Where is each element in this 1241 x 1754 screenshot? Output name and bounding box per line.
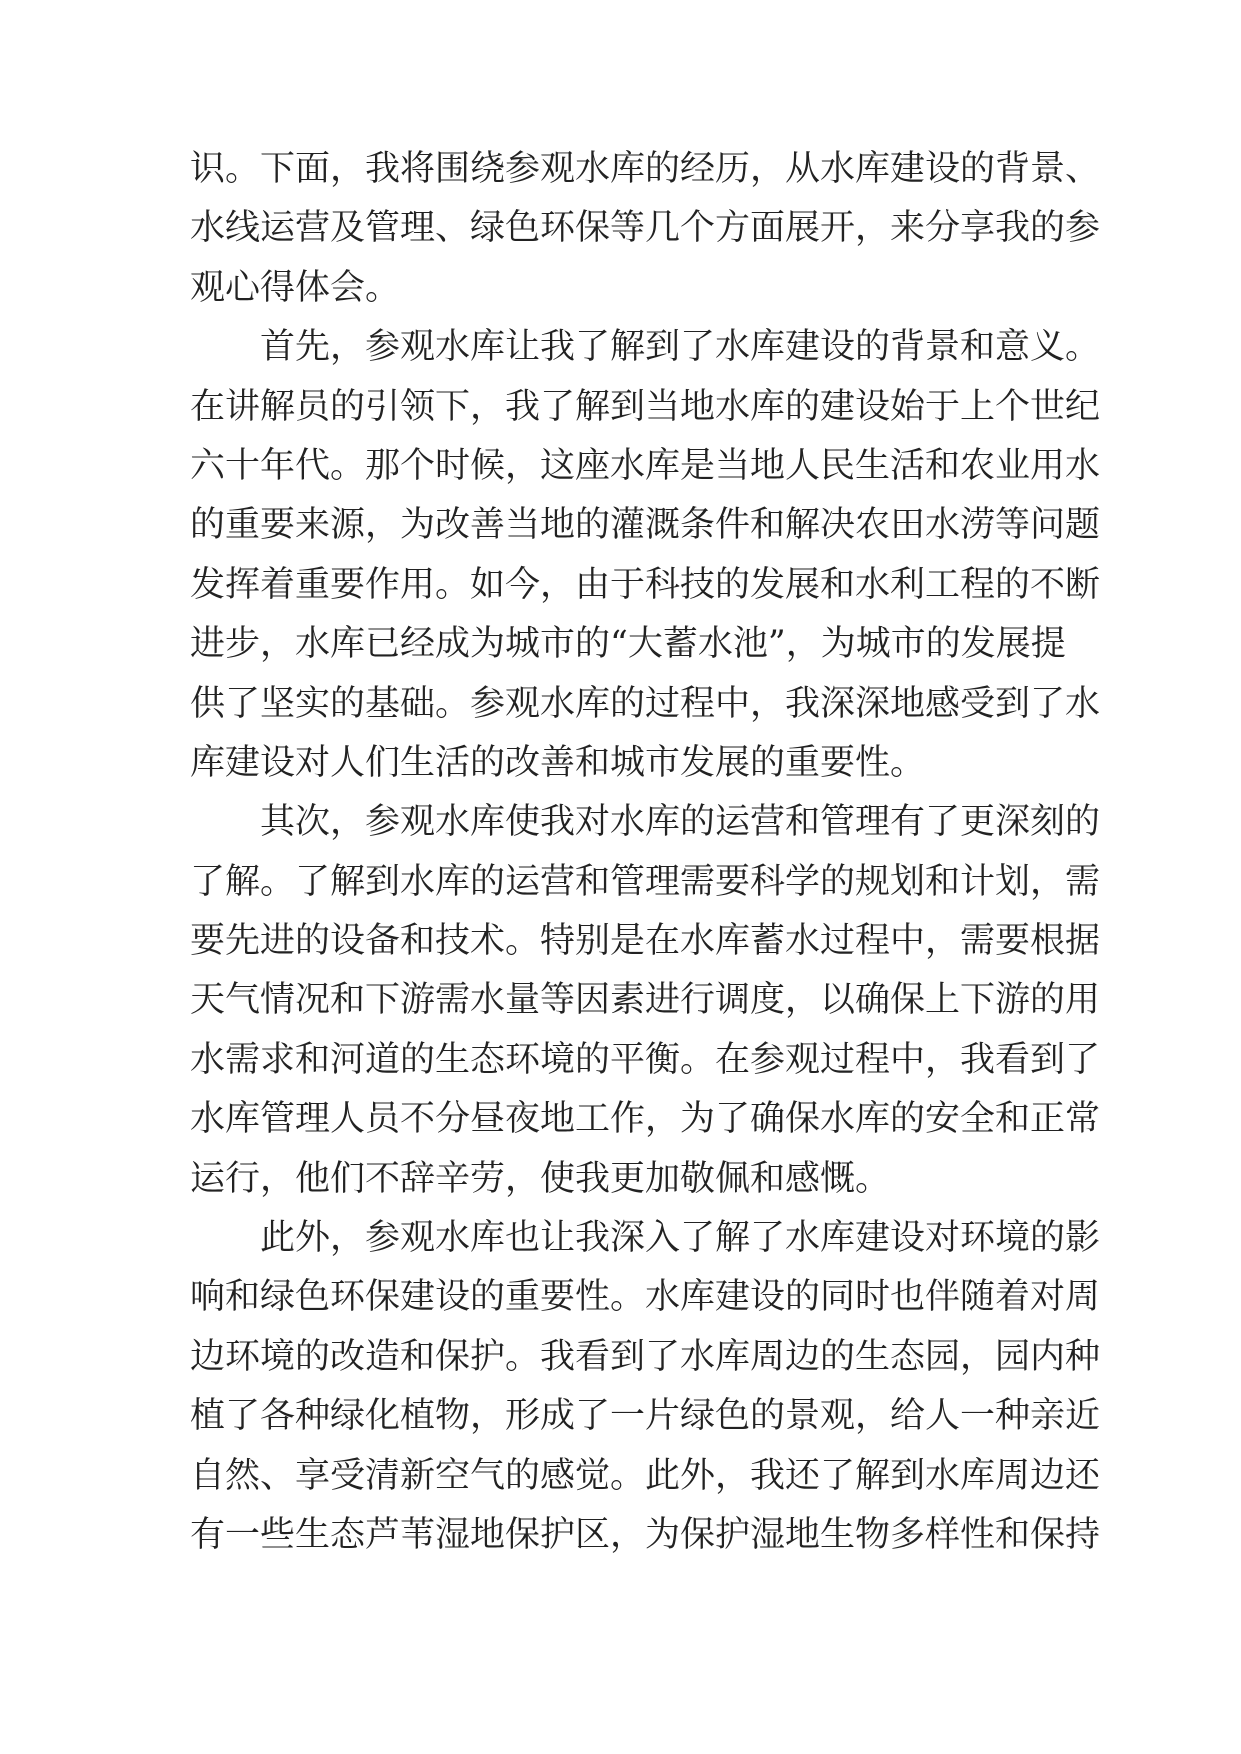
text-line: 有一些生态芦苇湿地保护区，为保护湿地生物多样性和保持 (190, 1514, 1101, 1555)
text-line: 天气情况和下游需水量等因素进行调度，以确保上下游的用 (190, 980, 1101, 1021)
text-line: 进步，水库已经成为城市的“大蓄水池”，为城市的发展提 (190, 624, 1066, 665)
text-line: 库建设对人们生活的改善和城市发展的重要性。 (190, 742, 926, 783)
text-line: 观心得体会。 (190, 267, 401, 308)
text-line: 发挥着重要作用。如今，由于科技的发展和水利工程的不断 (190, 564, 1101, 605)
text-line: 水库管理人员不分昼夜地工作，为了确保水库的安全和正常 (190, 1099, 1101, 1140)
text-line: 水需求和河道的生态环境的平衡。在参观过程中，我看到了 (190, 1039, 1101, 1080)
text-line: 首先，参观水库让我了解到了水库建设的背景和意义。 (260, 327, 1101, 368)
text-line: 识。下面，我将围绕参观水库的经历，从水库建设的背景、 (190, 149, 1101, 189)
text-line: 运行，他们不辞辛劳，使我更加敬佩和感慨。 (190, 1158, 891, 1199)
paragraph (190, 140, 1101, 318)
text-line: 边环境的改造和保护。我看到了水库周边的生态园，园内种 (190, 1336, 1101, 1377)
text-line: 了解。了解到水库的运营和管理需要科学的规划和计划，需 (190, 861, 1101, 902)
text-line: 水线运营及管理、绿色环保等几个方面展开，来分享我的参 (190, 208, 1101, 249)
text-line: 六十年代。那个时候，这座水库是当地人民生活和农业用水 (190, 445, 1101, 486)
text-line: 要先进的设备和技术。特别是在水库蓄水过程中，需要根据 (190, 921, 1101, 962)
document-body (190, 140, 1101, 1565)
text-line: 的重要来源，为改善当地的灌溉条件和解决农田水涝等问题 (190, 505, 1101, 546)
paragraph (190, 793, 1101, 1209)
text-line: 植了各种绿化植物，形成了一片绿色的景观，给人一种亲近 (190, 1396, 1101, 1437)
text-line: 在讲解员的引领下，我了解到当地水库的建设始于上个世纪 (190, 386, 1101, 427)
text-line: 其次，参观水库使我对水库的运营和管理有了更深刻的 (260, 802, 1101, 843)
paragraph (190, 318, 1101, 793)
text-line: 自然、享受清新空气的感觉。此外，我还了解到水库周边还 (190, 1455, 1101, 1496)
text-line: 供了坚实的基础。参观水库的过程中，我深深地感受到了水 (190, 683, 1101, 724)
text-line: 响和绿色环保建设的重要性。水库建设的同时也伴随着对周 (190, 1277, 1101, 1318)
paragraph (190, 1209, 1101, 1565)
text-line: 此外，参观水库也让我深入了解了水库建设对环境的影 (260, 1218, 1101, 1259)
